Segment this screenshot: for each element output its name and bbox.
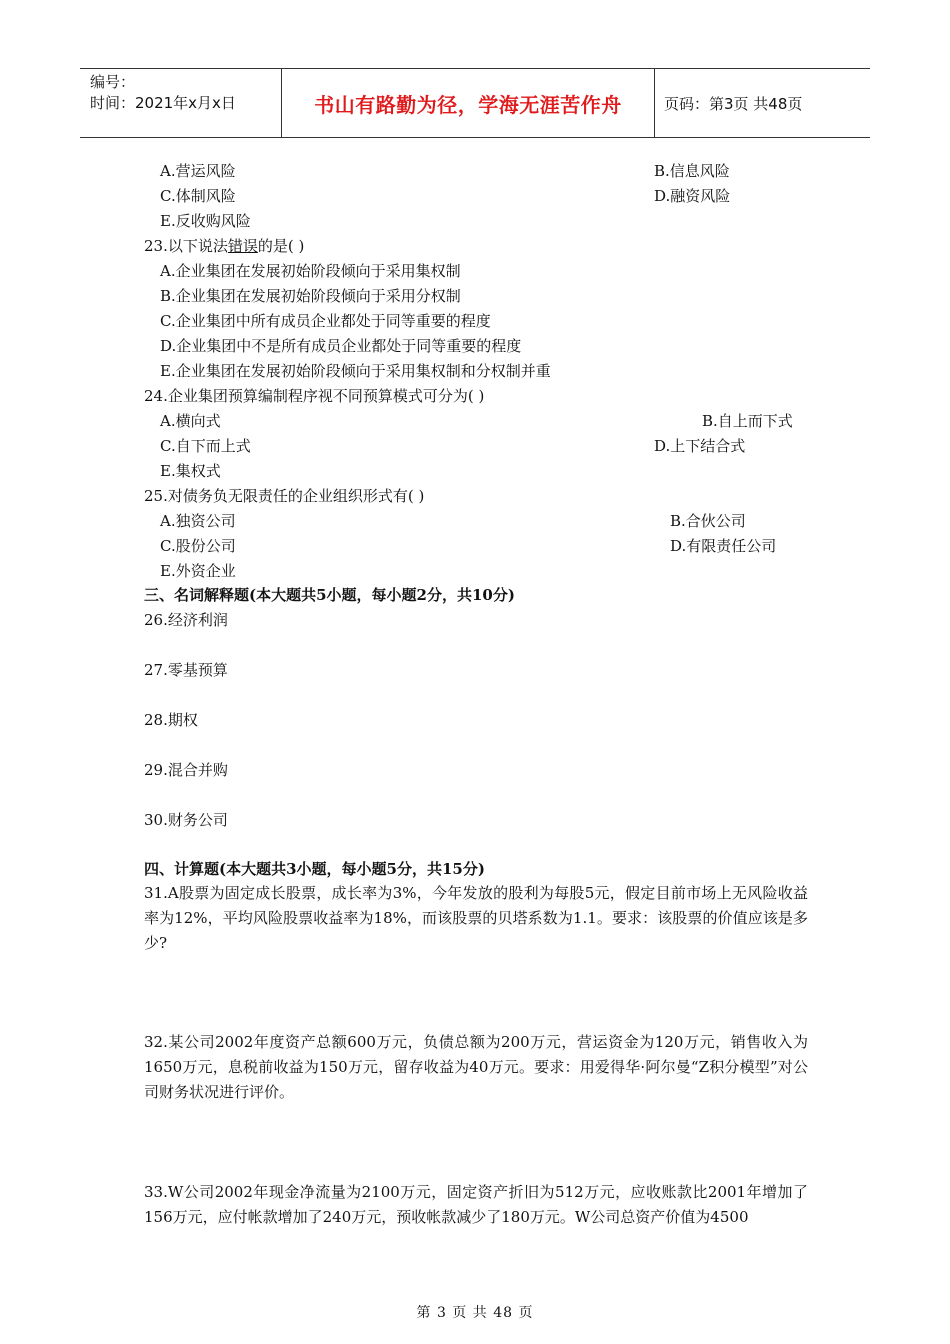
q22-option-a: A.营运风险	[160, 162, 236, 180]
q22-option-c: C.体制风险	[160, 187, 236, 205]
q23-option-d: D.企业集团中不是所有成员企业都处于同等重要的程度	[160, 337, 522, 355]
header-page-info: 页码：第3页 共48页	[664, 94, 803, 113]
q24-option-c: C.自下而上式	[160, 437, 251, 455]
q23-stem	[144, 236, 304, 256]
q25-option-e: E.外资企业	[160, 562, 236, 580]
section4-title: 四、计算题(本大题共3小题，每小题5分，共15分)	[144, 860, 485, 878]
q23-option-b: B.企业集团在发展初始阶段倾向于采用分权制	[160, 287, 461, 305]
q23-option-e: E.企业集团在发展初始阶段倾向于采用集权制和分权制并重	[160, 362, 551, 380]
q24-stem: 24.企业集团预算编制程序视不同预算模式可分为( )	[144, 387, 485, 405]
q24-option-b: B.自上而下式	[702, 412, 793, 430]
q25-option-a: A.独资公司	[160, 512, 236, 530]
section3-title: 三、名词解释题(本大题共5小题，每小题2分，共10分)	[144, 586, 515, 604]
q26: 26.经济利润	[144, 611, 228, 629]
header-meta	[90, 72, 236, 114]
q23-stem-prefix: 23.以下说法	[144, 237, 228, 255]
q25-option-d: D.有限责任公司	[670, 537, 777, 555]
q22-option-d: D.融资风险	[654, 187, 731, 205]
q23-option-a: A.企业集团在发展初始阶段倾向于采用集权制	[160, 262, 461, 280]
q28: 28.期权	[144, 711, 198, 729]
q31: 31.A股票为固定成长股票，成长率为3%，今年发放的股利为每股5元，假定目前市场上无风险收益率为12%，平均风险股票收益率为18%，而该股票的贝塔系数为1.1。要求：该股票的价值应该是多少?	[144, 884, 808, 952]
q24-option-e: E.集权式	[160, 462, 221, 480]
q23-option-c: C.企业集团中所有成员企业都处于同等重要的程度	[160, 312, 491, 330]
q24-option-d: D.上下结合式	[654, 437, 746, 455]
q29: 29.混合并购	[144, 761, 228, 779]
header-motto: 书山有路勤为径，学海无涯苦作舟	[314, 92, 622, 117]
q30: 30.财务公司	[144, 811, 228, 829]
header-divider	[654, 69, 655, 137]
q27: 27.零基预算	[144, 661, 228, 679]
q22-option-e: E.反收购风险	[160, 212, 251, 230]
page-footer: 第 3 页 共 48 页	[416, 1305, 534, 1321]
q25-option-b: B.合伙公司	[670, 512, 746, 530]
page-header	[80, 68, 870, 138]
q23-stem-emphasis: 错误	[227, 237, 258, 255]
q32: 32.某公司2002年度资产总额600万元，负债总额为200万元，营运资金为120万元，销售收入为1650万元，息税前收益为150万元，留存收益为40万元。要求：用爱得华·阿尔曼“Z积分模型”对公司财务状况进行评价。	[144, 1033, 808, 1101]
q22-option-b: B.信息风险	[654, 162, 730, 180]
serial-label: 编号：	[90, 73, 136, 91]
q23-stem-suffix: 的是( )	[257, 237, 305, 255]
time-label: 时间：2021年x月x日	[90, 94, 236, 112]
q24-option-a: A.横向式	[160, 412, 221, 430]
q25-stem: 25.对债务负无限责任的企业组织形式有( )	[144, 487, 425, 505]
q33: 33.W公司2002年现金净流量为2100万元，固定资产折旧为512万元，应收账款比2001年增加了156万元，应付帐款增加了240万元，预收帐款减少了180万元。W公司总资产价值为4500	[144, 1183, 808, 1226]
q25-option-c: C.股份公司	[160, 537, 236, 555]
